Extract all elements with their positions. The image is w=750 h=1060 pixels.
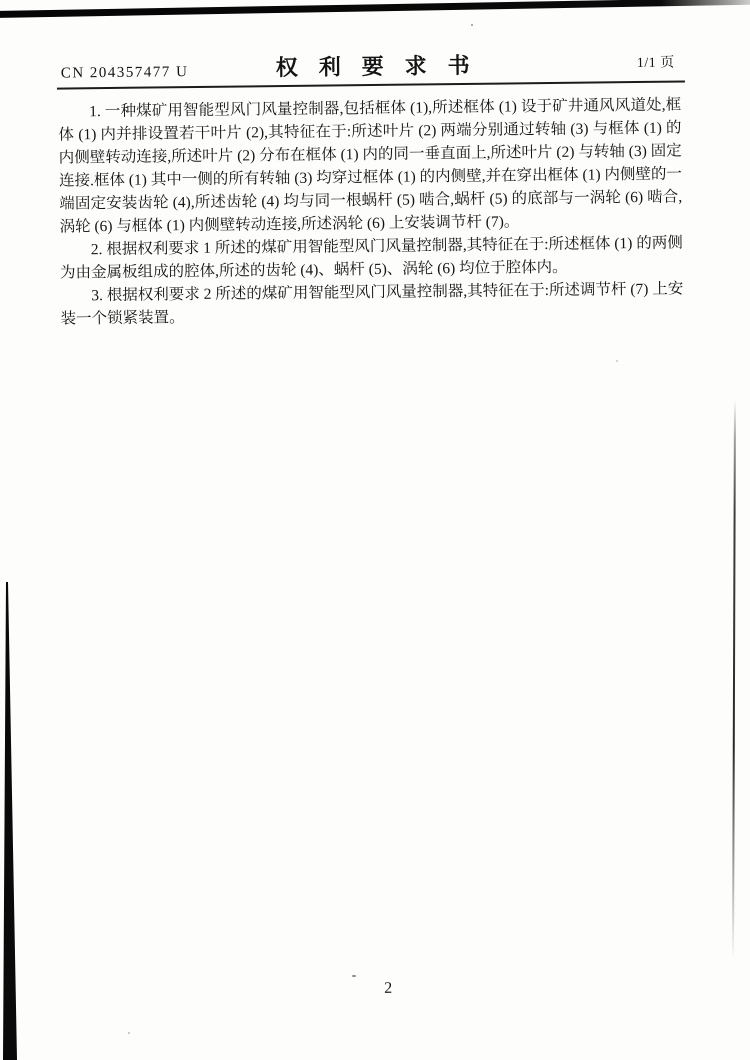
scan-noise-speck [471,24,473,26]
document-title: 权利要求书 [275,52,491,81]
claim-3: 3. 根据权利要求 2 所述的煤矿用智能型风门风量控制器,其特征在于:所述调节杆 (7) 上安装一个锁紧装置。 [60,280,684,328]
claim-1: 1. 一种煤矿用智能型风门风量控制器,包括框体 (1),所述框体 (1) 设于矿井通风风道处,框体 (1) 内并排设置若干叶片 (2),其特征在于:所述叶片 (2) 两端分别通过转轴 (3) 与框体 (1) 的内侧壁转动连接,所述叶片 (2) 分布在框体 (1) 内的同一垂直面上,所述叶片 (2) 与转轴 (3) 固定连接.框体 (1) 其中一侧的所有转轴 (3) 均穿过框体 (1) 的内侧壁,并在穿出框体 (1) 内侧壁的一端固定安装齿轮 (4),所述齿轮 (4) 均与同一根蜗杆 (5) 啮合,蜗杆 (5) 的底部与一涡轮 (6) 啮合,涡轮 (6) 与框体 (1) 内侧壁转动连接,所述涡轮 (6) 上安装调节杆 (7)。 [58,96,683,236]
page-number: 2 [384,979,393,997]
scan-noise-speck [352,975,356,977]
scan-noise-speck [616,360,618,362]
page-indicator: 1/1 页 [636,55,675,71]
claims-body [58,93,684,330]
publication-number: CN 204357477 U [60,64,189,82]
page-header [59,47,681,84]
claim-2: 2. 根据权利要求 1 所述的煤矿用智能型风门风量控制器,其特征在于:所述框体 (1) 的两侧为由金属板组成的腔体,所述的齿轮 (4)、蜗杆 (5)、涡轮 (6) 均位于腔体内。 [59,234,683,282]
scan-noise-speck [128,1032,130,1034]
